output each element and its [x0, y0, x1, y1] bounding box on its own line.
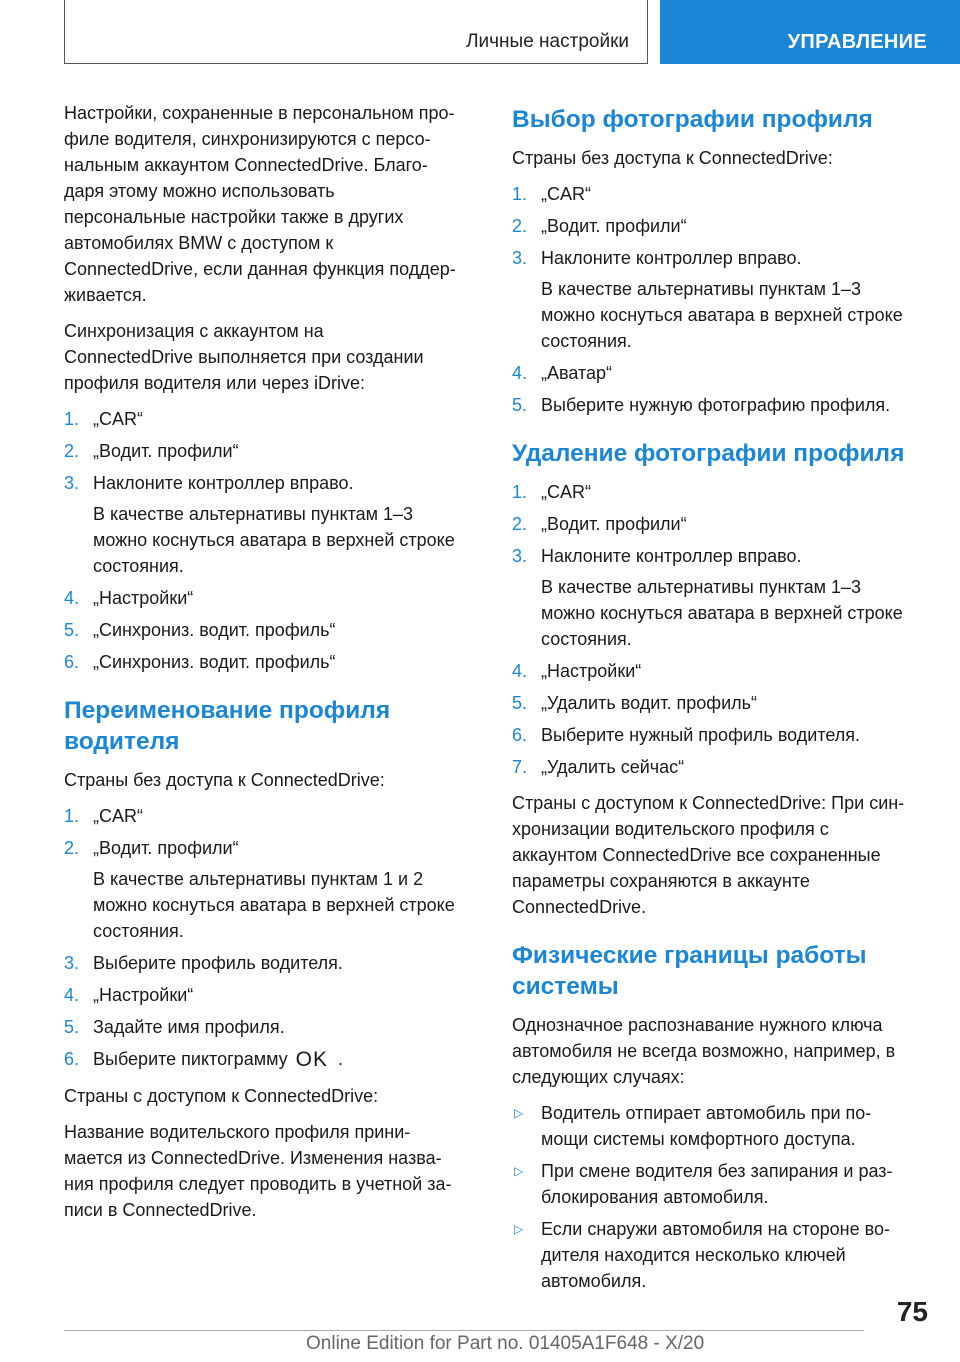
- note-line: состояния.: [93, 556, 184, 576]
- bullet-line: При смене водителя без запирания и раз-: [541, 1161, 893, 1181]
- step-number: 5.: [512, 693, 528, 713]
- list-item: [64, 835, 482, 944]
- limits-heading: [512, 940, 930, 1002]
- list-item: [64, 1046, 482, 1073]
- heading-line: системы: [512, 973, 619, 1000]
- list-item: [512, 1216, 930, 1294]
- list-item: [64, 1014, 482, 1040]
- photo-heading: Выбор фотографии профиля: [512, 106, 873, 133]
- note-line: состояния.: [541, 331, 632, 351]
- text-line: аккаунтом ConnectedDrive все сохраненные: [512, 845, 881, 865]
- step-number: 6.: [64, 1049, 80, 1069]
- list-item: [64, 803, 482, 829]
- step-text: „Синхрониз. водит. профиль“: [93, 652, 336, 672]
- bullet-line: мощи системы комфортного доступа.: [541, 1129, 856, 1149]
- note-line: В качестве альтернативы пунктам 1–3: [93, 504, 414, 524]
- text-line: персональные настройки также в других: [64, 207, 404, 227]
- list-item: [512, 511, 930, 537]
- list-item: [512, 479, 930, 505]
- text-line: ConnectedDrive выполняется при создании: [64, 347, 424, 367]
- text-line: профиля водителя или через iDrive:: [64, 373, 366, 393]
- step-number: 6.: [64, 652, 80, 672]
- bullet-line: Водитель отпирает автомобиль при по-: [541, 1103, 872, 1123]
- note-line: В качестве альтернативы пунктам 1 и 2: [93, 869, 424, 889]
- photo-steps: [512, 181, 930, 418]
- step-number: 4.: [512, 661, 528, 681]
- list-item: [64, 470, 482, 579]
- step-text: „Удалить водит. профиль“: [541, 693, 758, 713]
- delete-with-access-text: [512, 790, 930, 920]
- step-note: [93, 866, 482, 944]
- step-text: Выберите нужную фотографию профиля.: [541, 395, 891, 415]
- text-line: параметры сохраняются в аккаунте: [512, 871, 810, 891]
- step-number: 1.: [64, 409, 80, 429]
- rename-steps: [64, 803, 482, 1073]
- left-column: [64, 100, 482, 1233]
- step-text-after: .: [338, 1049, 344, 1069]
- ok-icon: OK: [295, 1048, 328, 1071]
- note-line: В качестве альтернативы пунктам 1–3: [541, 279, 862, 299]
- sync-steps: [64, 406, 482, 675]
- step-number: 1.: [512, 184, 528, 204]
- text-line: автомобилях BMW с доступом к: [64, 233, 334, 253]
- list-item: [64, 649, 482, 675]
- step-number: 3.: [512, 248, 528, 268]
- delete-heading: Удаление фотографии профиля: [512, 440, 905, 467]
- heading-line: Физические границы работы: [512, 942, 867, 969]
- intro-paragraph: [64, 100, 482, 308]
- step-number: 6.: [512, 725, 528, 745]
- rename-with-access-text: [64, 1119, 482, 1223]
- step-number: 4.: [512, 363, 528, 383]
- list-item: [512, 1158, 930, 1210]
- note-line: можно коснуться аватара в верхней строке: [541, 305, 903, 325]
- text-line: филе водителя, синхронизируются с персо-: [64, 129, 431, 149]
- bullet-line: автомобиля.: [541, 1271, 647, 1291]
- step-number: 5.: [64, 620, 80, 640]
- step-text: Выберите нужный профиль водителя.: [541, 725, 861, 745]
- rename-heading: [64, 695, 482, 757]
- text-line: мается из ConnectedDrive. Изменения назва-: [64, 1148, 442, 1168]
- step-text: Выберите профиль водителя.: [93, 953, 343, 973]
- list-item: [512, 360, 930, 386]
- step-number: 5.: [512, 395, 528, 415]
- step-text: Задайте имя профиля.: [93, 1017, 285, 1037]
- step-note: [541, 574, 930, 652]
- step-text: „CAR“: [93, 806, 143, 826]
- step-text: „Удалить сейчас“: [541, 757, 685, 777]
- list-item: [512, 543, 930, 652]
- text-line: ConnectedDrive.: [512, 897, 647, 917]
- triangle-bullet-icon: ▷: [514, 1164, 524, 1178]
- step-number: 4.: [64, 588, 80, 608]
- list-item: [512, 690, 930, 716]
- list-item: [512, 1100, 930, 1152]
- list-item: [64, 950, 482, 976]
- text-line: Настройки, сохраненные в персональном про-: [64, 103, 455, 123]
- text-line: писи в ConnectedDrive.: [64, 1200, 257, 1220]
- list-item: [512, 754, 930, 780]
- rename-no-access: Страны без доступа к ConnectedDrive:: [64, 770, 385, 790]
- step-text: „Водит. профили“: [93, 441, 239, 461]
- step-number: 4.: [64, 985, 80, 1005]
- footer-edition: Online Edition for Part no. 01405A1F648 - X/20: [306, 1333, 705, 1354]
- bullet-line: Если снаружи автомобиля на стороне во-: [541, 1219, 890, 1239]
- list-item: [64, 585, 482, 611]
- note-line: можно коснуться аватара в верхней строке: [93, 895, 455, 915]
- note-line: состояния.: [93, 921, 184, 941]
- page-header: [0, 0, 960, 66]
- step-text: „CAR“: [541, 482, 591, 502]
- limits-bullets: [512, 1100, 930, 1294]
- text-line: даря этому можно использовать: [64, 181, 335, 201]
- list-item: [512, 722, 930, 748]
- step-text: Наклоните контроллер вправо.: [93, 473, 354, 493]
- footer-divider: [64, 1330, 864, 1331]
- step-text: Выберите пиктограмму: [93, 1049, 288, 1069]
- delete-steps: [512, 479, 930, 780]
- step-note: [93, 501, 482, 579]
- bullet-line: блокирования автомобиля.: [541, 1187, 769, 1207]
- section-label: УПРАВЛЕНИЕ: [660, 0, 960, 64]
- step-number: 3.: [512, 546, 528, 566]
- step-text: „Водит. профили“: [541, 216, 687, 236]
- step-number: 2.: [64, 838, 80, 858]
- note-line: можно коснуться аватара в верхней строке: [93, 530, 455, 550]
- step-text: „Настройки“: [541, 661, 642, 681]
- text-line: хронизации водительского профиля с: [512, 819, 829, 839]
- text-line: Однозначное распознавание нужного ключа: [512, 1015, 883, 1035]
- step-text: „CAR“: [541, 184, 591, 204]
- chapter-title: Личные настройки: [64, 0, 648, 64]
- step-number: 2.: [64, 441, 80, 461]
- list-item: [64, 406, 482, 432]
- step-number: 2.: [512, 216, 528, 236]
- step-text: „Настройки“: [93, 588, 194, 608]
- step-number: 2.: [512, 514, 528, 534]
- list-item: [64, 617, 482, 643]
- step-text: „Водит. профили“: [93, 838, 239, 858]
- triangle-bullet-icon: ▷: [514, 1222, 524, 1236]
- step-number: 1.: [512, 482, 528, 502]
- step-number: 7.: [512, 757, 528, 777]
- note-line: В качестве альтернативы пунктам 1–3: [541, 577, 862, 597]
- step-number: 5.: [64, 1017, 80, 1037]
- sync-paragraph: [64, 318, 482, 396]
- list-item: [512, 213, 930, 239]
- note-line: можно коснуться аватара в верхней строке: [541, 603, 903, 623]
- right-column: [512, 100, 930, 1300]
- list-item: [512, 181, 930, 207]
- heading-line: водителя: [64, 728, 180, 755]
- page-number: 75: [896, 1296, 928, 1327]
- note-line: состояния.: [541, 629, 632, 649]
- limits-intro: [512, 1012, 930, 1090]
- step-text: Наклоните контроллер вправо.: [541, 248, 802, 268]
- text-line: следующих случаях:: [512, 1067, 685, 1087]
- step-number: 3.: [64, 953, 80, 973]
- text-line: Страны с доступом к ConnectedDrive: При син-: [512, 793, 905, 813]
- list-item: [512, 245, 930, 354]
- step-number: 3.: [64, 473, 80, 493]
- text-line: Синхронизация с аккаунтом на: [64, 321, 324, 341]
- triangle-bullet-icon: ▷: [514, 1106, 524, 1120]
- step-text: Наклоните контроллер вправо.: [541, 546, 802, 566]
- text-line: автомобиля не всегда возможно, например, в: [512, 1041, 896, 1061]
- list-item: [64, 438, 482, 464]
- step-text: „CAR“: [93, 409, 143, 429]
- step-text: „Настройки“: [93, 985, 194, 1005]
- photo-no-access: Страны без доступа к ConnectedDrive:: [512, 148, 833, 168]
- list-item: [512, 658, 930, 684]
- text-line: нальным аккаунтом ConnectedDrive. Благо-: [64, 155, 428, 175]
- text-line: ConnectedDrive, если данная функция поддер-: [64, 259, 456, 279]
- heading-line: Переименование профиля: [64, 697, 391, 724]
- bullet-line: дителя находится несколько ключей: [541, 1245, 846, 1265]
- step-text: „Водит. профили“: [541, 514, 687, 534]
- list-item: [64, 982, 482, 1008]
- step-note: [541, 276, 930, 354]
- step-number: 1.: [64, 806, 80, 826]
- step-text: „Синхрониз. водит. профиль“: [93, 620, 336, 640]
- list-item: [512, 392, 930, 418]
- step-text: „Аватар“: [541, 363, 613, 383]
- rename-with-access: Страны с доступом к ConnectedDrive:: [64, 1086, 379, 1106]
- text-line: ния профиля следует проводить в учетной за-: [64, 1174, 452, 1194]
- text-line: Название водительского профиля прини-: [64, 1122, 411, 1142]
- text-line: живается.: [64, 285, 147, 305]
